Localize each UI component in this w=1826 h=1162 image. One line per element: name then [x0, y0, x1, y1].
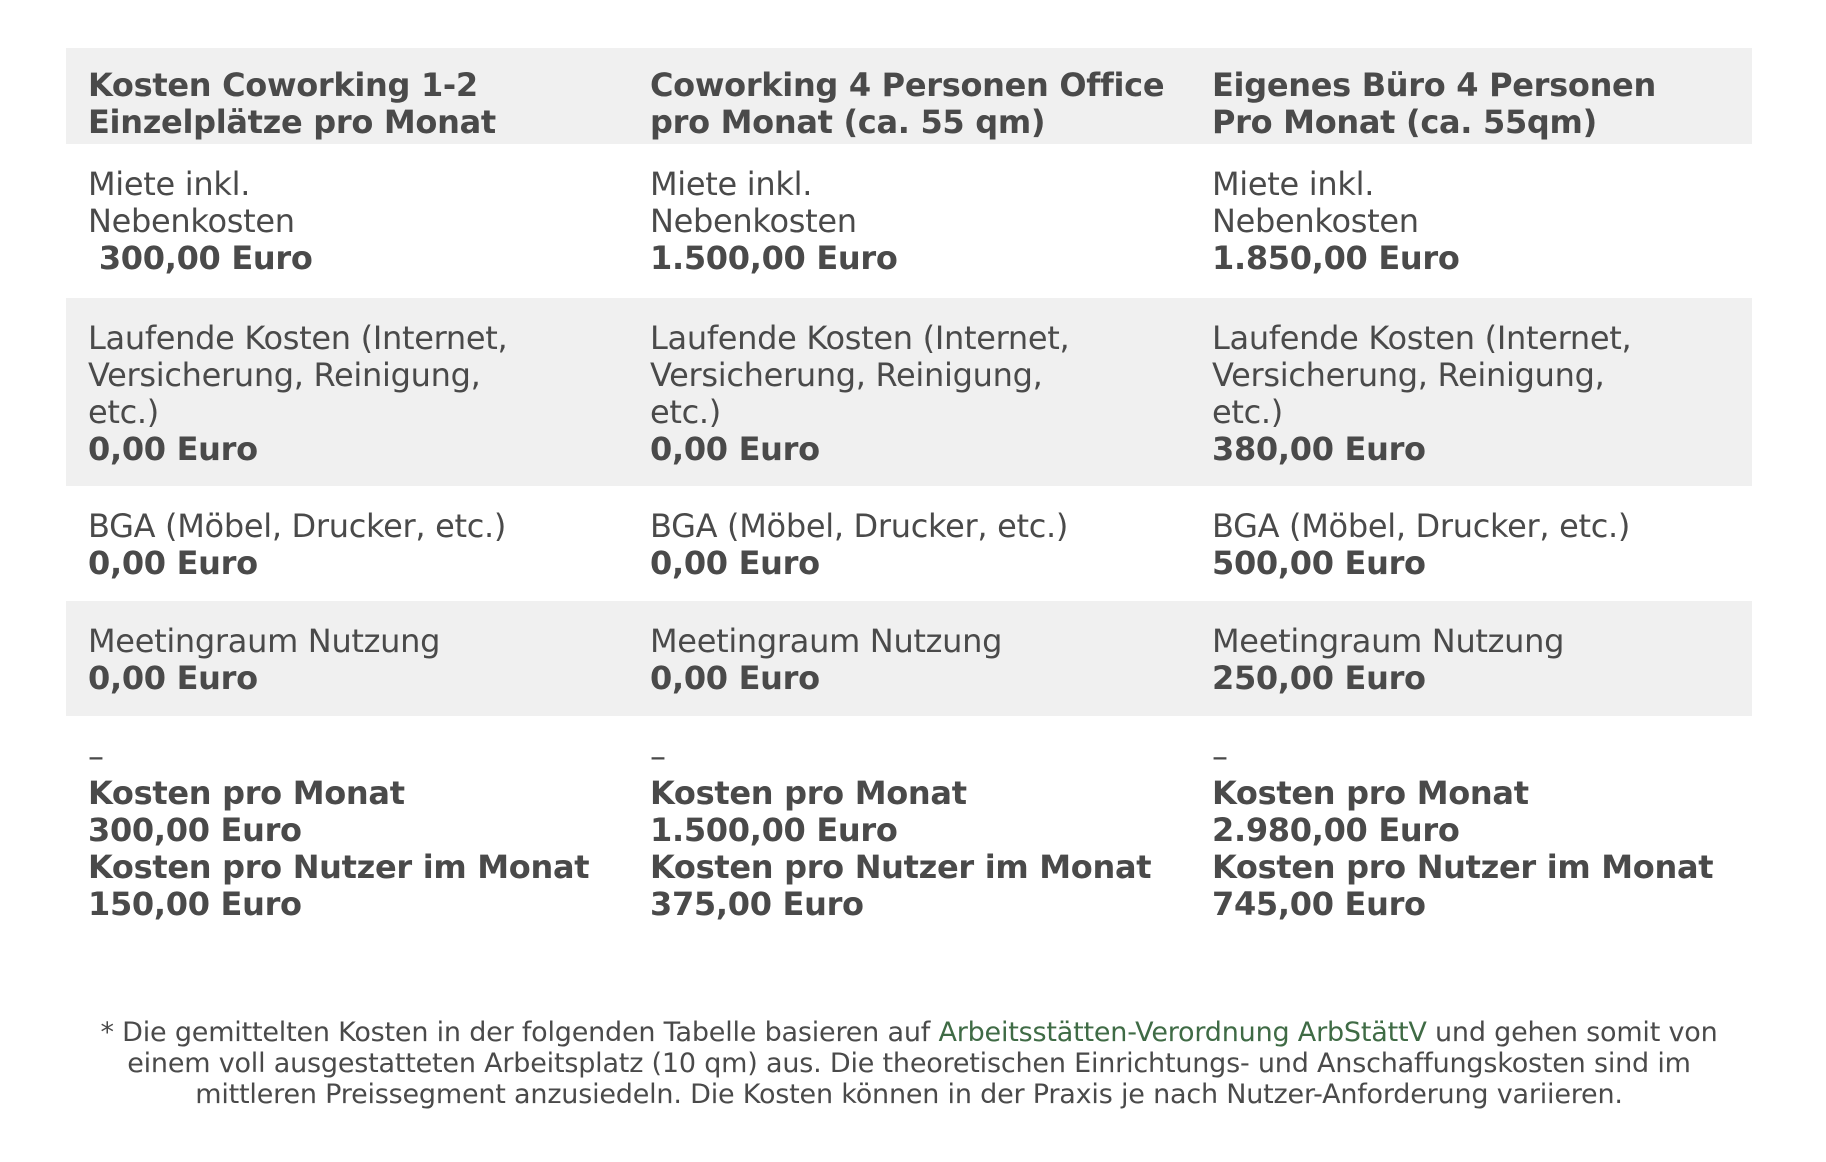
table-cell: [628, 298, 1190, 486]
table-cell: [628, 486, 1190, 601]
cell-label: etc.): [88, 393, 159, 431]
header-line: Kosten Coworking 1-2: [88, 66, 478, 104]
footnote-prefix: * Die gemittelten Kosten in der folgenden Tabelle basieren auf: [100, 1017, 939, 1048]
cell-label: Versicherung, Reinigung,: [88, 356, 481, 394]
footnote-suffix: und gehen somit von einem voll ausgestatteten Arbeitsplatz (10 qm) aus. Die theoretischen Einrichtungs- und Anschaffungskosten sind im mittleren Preissegment anzusiedeln. Die Kosten können in der Praxis je nach Nutzer-Anforderung variieren.: [127, 1017, 1718, 1110]
cell-label: Nebenkosten: [88, 202, 295, 240]
total-month-label: Kosten pro Monat: [650, 774, 967, 812]
total-user-label: Kosten pro Nutzer im Monat: [1212, 848, 1714, 886]
cell-value: 1.850,00 Euro: [1212, 239, 1460, 277]
table-row-laufende-kosten: [66, 298, 1752, 486]
dash-divider: –: [1212, 737, 1228, 775]
table-cell: [66, 601, 628, 716]
header-line: Einzelplätze pro Monat: [88, 103, 496, 141]
cell-value: 0,00 Euro: [650, 659, 820, 697]
cell-label: Nebenkosten: [1212, 202, 1419, 240]
cell-label: Nebenkosten: [650, 202, 857, 240]
table-cell: [1190, 486, 1752, 601]
cell-label: Laufende Kosten (Internet,: [1212, 319, 1632, 357]
total-user-label: Kosten pro Nutzer im Monat: [650, 848, 1152, 886]
cell-label: Meetingraum Nutzung: [650, 622, 1003, 660]
table-cell: [628, 144, 1190, 298]
cell-value: 1.500,00 Euro: [650, 239, 898, 277]
table-row-bga: [66, 486, 1752, 601]
table-cell: [1190, 716, 1752, 926]
total-user-label: Kosten pro Nutzer im Monat: [88, 848, 590, 886]
table-cell: [66, 298, 628, 486]
header-coworking-einzelplaetze: [66, 48, 628, 144]
cell-label: etc.): [1212, 393, 1283, 431]
cell-value: 380,00 Euro: [1212, 430, 1426, 468]
cell-label: Versicherung, Reinigung,: [1212, 356, 1605, 394]
table-cell: [628, 601, 1190, 716]
header-line: Pro Monat (ca. 55qm): [1212, 103, 1597, 141]
cell-value: 500,00 Euro: [1212, 544, 1426, 582]
table-cell: [66, 486, 628, 601]
cell-label: Versicherung, Reinigung,: [650, 356, 1043, 394]
cell-value: 0,00 Euro: [650, 430, 820, 468]
cell-label: Laufende Kosten (Internet,: [650, 319, 1070, 357]
total-month-value: 300,00 Euro: [88, 811, 302, 849]
total-user-value: 375,00 Euro: [650, 885, 864, 923]
cell-value: 0,00 Euro: [650, 544, 820, 582]
header-line: pro Monat (ca. 55 qm): [650, 103, 1046, 141]
total-month-value: 1.500,00 Euro: [650, 811, 898, 849]
cell-label: Miete inkl.: [650, 165, 813, 203]
total-month-value: 2.980,00 Euro: [1212, 811, 1460, 849]
cell-label: etc.): [650, 393, 721, 431]
table-row-miete: [66, 144, 1752, 298]
cell-value: 250,00 Euro: [1212, 659, 1426, 697]
table-cell: [1190, 601, 1752, 716]
table-header-row: [66, 48, 1752, 144]
cell-label: Miete inkl.: [88, 165, 251, 203]
cell-label: BGA (Möbel, Drucker, etc.): [650, 507, 1069, 545]
table-cell: [1190, 298, 1752, 486]
cell-label: BGA (Möbel, Drucker, etc.): [1212, 507, 1631, 545]
cell-value: 0,00 Euro: [88, 659, 258, 697]
header-eigenes-buero: [1190, 48, 1752, 144]
total-user-value: 745,00 Euro: [1212, 885, 1426, 923]
cell-label: BGA (Möbel, Drucker, etc.): [88, 507, 507, 545]
cost-comparison-table: [66, 48, 1752, 926]
cell-label: Meetingraum Nutzung: [88, 622, 441, 660]
table-row-meetingraum: [66, 601, 1752, 716]
cell-value: 0,00 Euro: [88, 430, 258, 468]
cell-label: Meetingraum Nutzung: [1212, 622, 1565, 660]
header-line: Eigenes Büro 4 Personen: [1212, 66, 1656, 104]
table-cell: [66, 716, 628, 926]
dash-divider: –: [88, 737, 104, 775]
total-user-value: 150,00 Euro: [88, 885, 302, 923]
arbstaettv-link[interactable]: Arbeitsstätten-Verordnung ArbStättV: [938, 1017, 1427, 1048]
cell-value: 0,00 Euro: [88, 544, 258, 582]
header-coworking-office: [628, 48, 1190, 144]
table-cell: [1190, 144, 1752, 298]
header-line: Coworking 4 Personen Office: [650, 66, 1165, 104]
footnote: [66, 1017, 1752, 1110]
cell-value: 300,00 Euro: [88, 239, 313, 277]
table-row-total: [66, 716, 1752, 926]
dash-divider: –: [650, 737, 666, 775]
cell-label: Miete inkl.: [1212, 165, 1375, 203]
total-month-label: Kosten pro Monat: [1212, 774, 1529, 812]
table-cell: [628, 716, 1190, 926]
table-cell: [66, 144, 628, 298]
total-month-label: Kosten pro Monat: [88, 774, 405, 812]
cell-label: Laufende Kosten (Internet,: [88, 319, 508, 357]
